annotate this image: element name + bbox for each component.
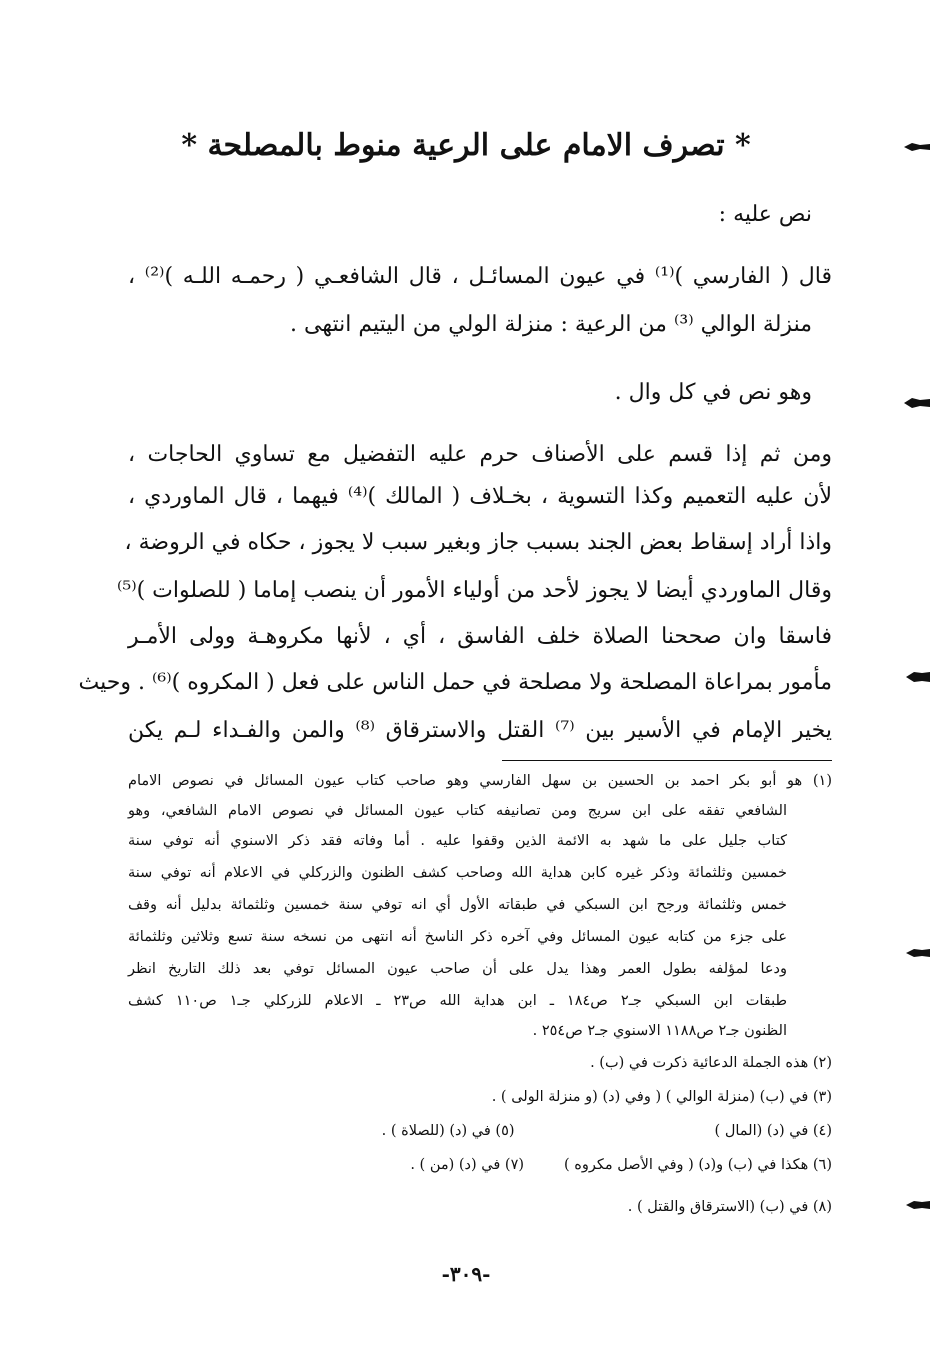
binding-mark-icon <box>902 1198 932 1212</box>
binding-mark-icon <box>902 946 932 960</box>
footnote-row <box>382 1120 832 1142</box>
footnote-4: (٤) في (د) (المال ) <box>714 1123 832 1139</box>
footnote-5: (٥) في (د) (للصلاة ) . <box>381 1123 515 1139</box>
binding-mark-icon <box>902 140 932 154</box>
body-line: يخير الإمام في الأسير بين ⁽⁷⁾ القتل والاسترقاق ⁽⁸⁾ والمن والفـداء لـم يكن <box>128 718 832 743</box>
footnote-8: (٨) في (ب) (الاسترقاق والقتل ) . <box>627 1199 832 1215</box>
footnote-line: خمسين وثلثمائة وذكر غيره كابن هداية الله وصاحب كشف الظنون والزركلي في الاعلام أنه توفي سنة <box>128 865 787 881</box>
footnote-line: ودعا لمؤلفه بطول العمر وهذا يدل على أن صاحب عيون المسائل توفي بعد ذلك التاريخ انظر <box>128 961 787 977</box>
body-line: لأن عليه التعميم وكذا التسوية ، بخـلاف ( المالك )⁽⁴⁾ فيهما ، قال الماوردي ، <box>128 484 833 509</box>
page-title: * تصرف الامام على الرعية منوط بالمصلحة * <box>181 128 751 163</box>
body-line: مأمور بمراعاة المصلحة ولا مصلحة في حمل الناس على فعل ( المكروه )⁽⁶⁾ . وحيث <box>78 670 832 695</box>
body-line: فاسقا وان صححنا الصلاة خلف الفاسق ، أي ، لأنها مكروهـة وولى الأمـر <box>128 624 832 649</box>
body-line: واذا أراد إسقاط بعض الجند بسبب جاز وبغير سبب لا يجوز ، حكاه في الروضة ، <box>124 530 832 555</box>
body-line: وقال الماوردي أيضا لا يجوز لأحد من أولياء الأمور أن ينصب إماما ( للصلوات )⁽⁵⁾ <box>116 578 832 603</box>
footnote-line: (١) هو أبو بكر احمد بن الحسين بن سهل الفارسي وهو صاحب كتاب عيون المسائل في نصوص الامام <box>128 773 832 789</box>
footnote-line: طبقات ابن السبكي جـ٢ ص١٨٤ ـ ابن هداية الله ص٢٣ ـ الاعلام للزركلي جـ١ ص١١٠ كشف <box>128 993 788 1009</box>
footnote-7: (٧) في (د) (من ) . <box>410 1157 525 1173</box>
footnote-line: كتاب جليل على ما شهد به الائمة الذين وقفوا عليه . أما وفاته فقد ذكر الاسنوي أنه توفي سنة <box>128 833 787 849</box>
footnote-separator <box>502 760 832 761</box>
footnote-line: الظنون جـ٢ ص١١٨٨ الاسنوي جـ٢ ص٢٥٤ . <box>532 1023 787 1039</box>
body-line: وهو نص في كل وال . <box>614 380 812 405</box>
footnote-6: (٦) هكذا في (ب) و(د) ( وفي الأصل مكروه ) <box>564 1157 832 1173</box>
footnote-line: خمس وثلثمائة ورجح ابن السبكي في طبقاته الأول أي انه توفي سنة خمسين وثلثمائة بدليل أنه وقف <box>128 897 787 913</box>
footnote-line: على جزء من كتابه عيون المسائل وفي آخره ذكر الناسخ أنه انتهى من نسخه سنة تسع وثلاثين وثلثمائة <box>128 929 787 945</box>
footnote-row <box>410 1154 832 1176</box>
footnote-2: (٢) هذه الجملة الدعائية ذكرت في (ب) . <box>590 1055 832 1071</box>
page-number: -٣٠٩- <box>441 1262 491 1286</box>
body-line: قال ( الفارسي )⁽¹⁾ في عيون المسائـل ، قال الشافعـي ( رحمـه اللـه )⁽²⁾ ، <box>128 264 833 289</box>
footnote-3: (٣) في (ب) (منزلة الوالي ) ( وفي (د) (و منزلة الولى ) . <box>491 1089 832 1105</box>
binding-mark-icon <box>902 670 932 684</box>
body-line: ومن ثم إذا قسم على الأصناف حرم عليه التفضيل مع تساوي الحاجات ، <box>128 442 832 467</box>
body-line: منزلة الوالي ⁽³⁾ من الرعية : منزلة الولي من اليتيم انتهى . <box>290 312 812 337</box>
body-line: نص عليه : <box>718 202 812 227</box>
binding-mark-icon <box>902 396 932 410</box>
footnote-line: الشافعي تفقه على ابن سريج ومن تصانيفه كتاب عيون المسائل في نصوص الامام الشافعي، وهو <box>128 803 787 819</box>
